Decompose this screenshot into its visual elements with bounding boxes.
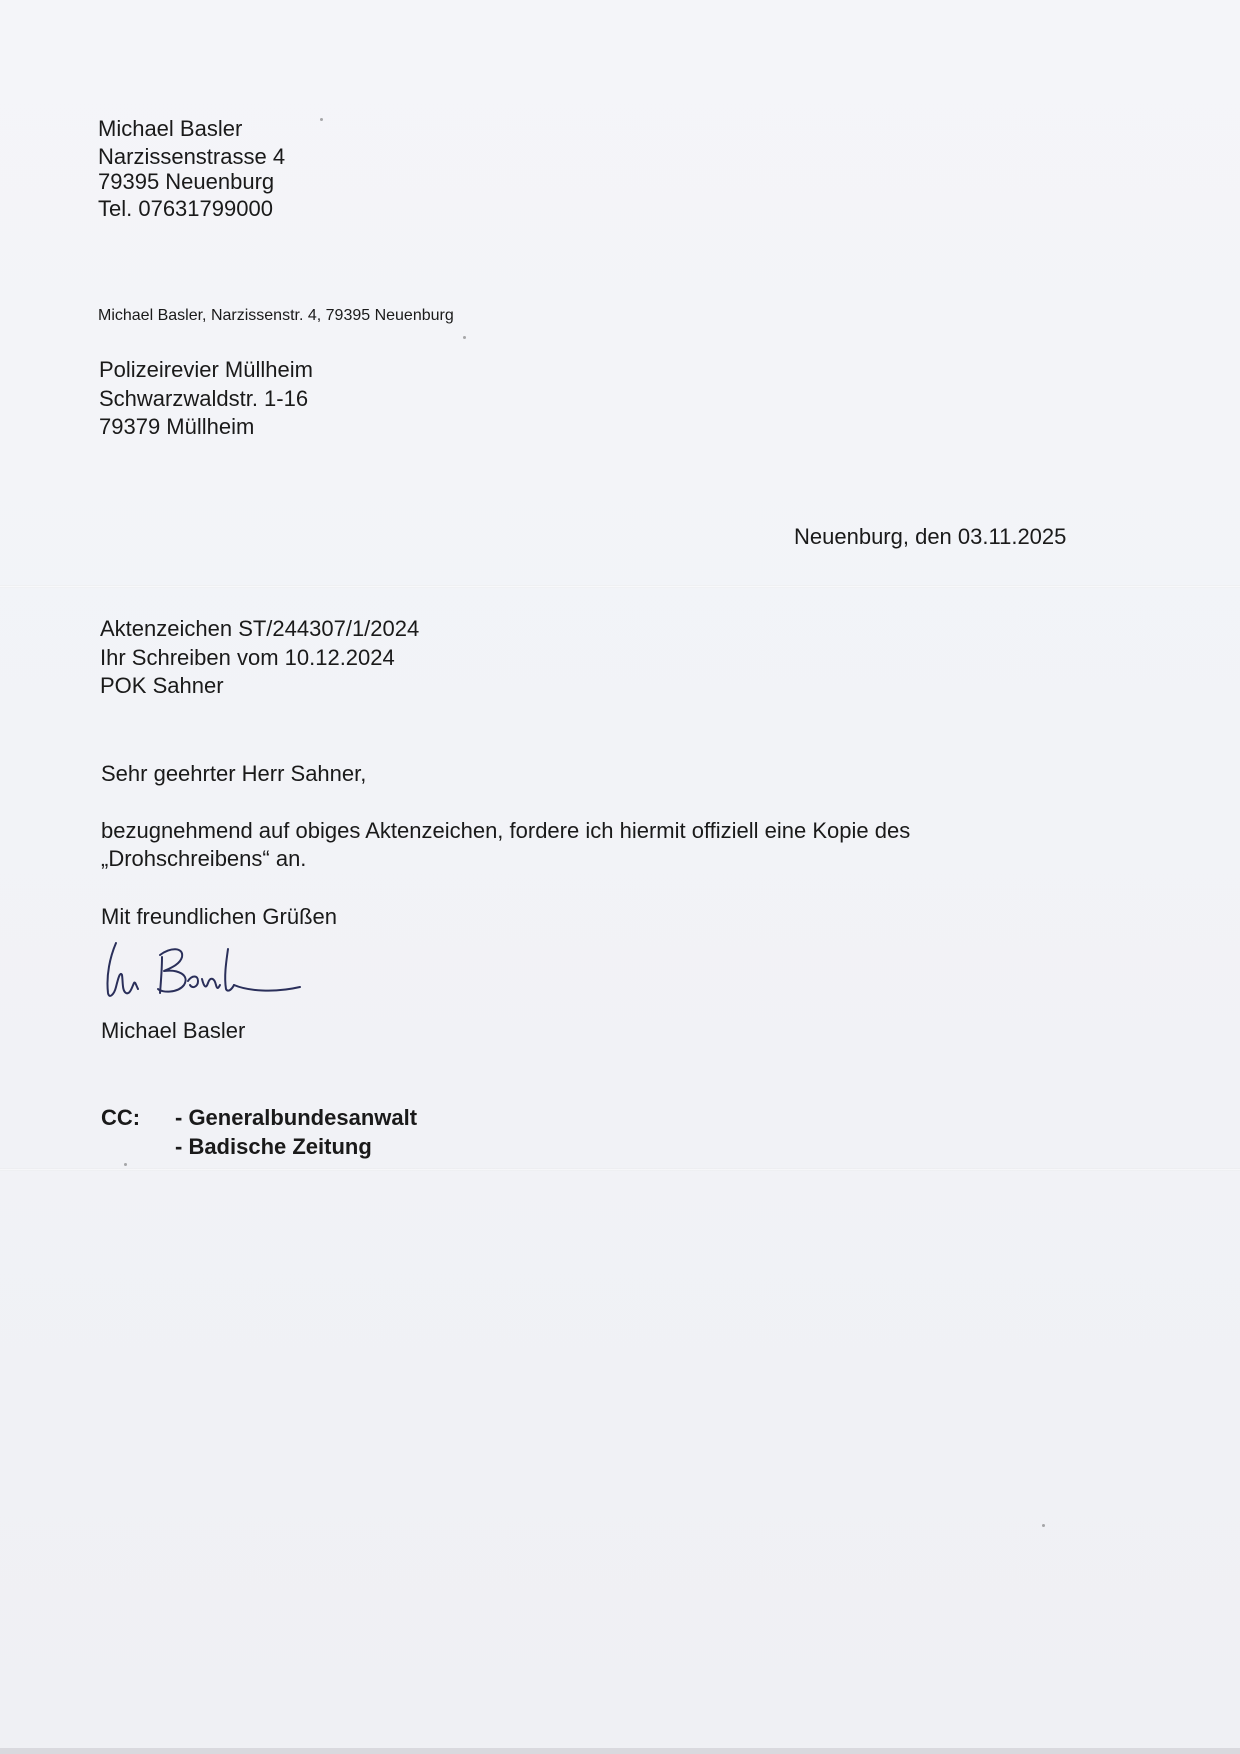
reference-officer: POK Sahner: [100, 673, 224, 698]
cc-recipient: - Badische Zeitung: [175, 1134, 372, 1159]
cc-label: CC:: [101, 1105, 141, 1130]
closing: Mit freundlichen Grüßen: [101, 904, 337, 929]
recipient-street: Schwarzwaldstr. 1-16: [99, 386, 309, 411]
body-line: bezugnehmend auf obiges Aktenzeichen, fordere ich hiermit offiziell eine Kopie des: [101, 818, 911, 843]
recipient-name: Polizeirevier Müllheim: [99, 357, 313, 382]
scan-speck: [1042, 1524, 1045, 1527]
body-line: „Drohschreibens“ an.: [101, 846, 307, 871]
scan-bottom-edge: [0, 1748, 1240, 1754]
scan-speck: [463, 336, 466, 339]
sender-street: Narzissenstrasse 4: [98, 144, 286, 169]
reference-file-number: Aktenzeichen ST/244307/1/2024: [100, 616, 420, 641]
signature-name: Michael Basler: [101, 1018, 246, 1043]
sender-phone: Tel. 07631799000: [98, 196, 273, 221]
scan-speck: [124, 1163, 127, 1166]
reference-your-letter: Ihr Schreiben vom 10.12.2024: [100, 645, 395, 670]
paper-fold-line: [0, 585, 1240, 588]
scan-speck: [320, 118, 323, 121]
cc-recipient: - Generalbundesanwalt: [175, 1105, 418, 1130]
return-address-line: Michael Basler, Narzissenstr. 4, 79395 Neuenburg: [98, 307, 454, 324]
date-line: Neuenburg, den 03.11.2025: [794, 524, 1067, 549]
salutation: Sehr geehrter Herr Sahner,: [101, 761, 367, 786]
sender-name: Michael Basler: [98, 116, 243, 141]
handwritten-signature: [98, 935, 308, 1010]
sender-city: 79395 Neuenburg: [98, 169, 275, 194]
recipient-city: 79379 Müllheim: [99, 414, 255, 439]
paper-fold-line: [0, 1168, 1240, 1171]
